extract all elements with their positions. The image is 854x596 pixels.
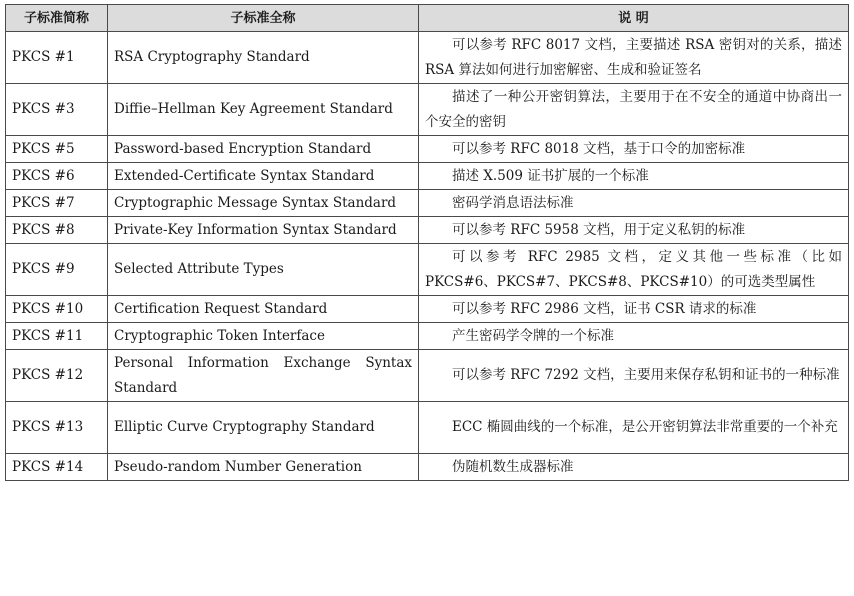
cell-abbreviation: PKCS #11 bbox=[6, 323, 108, 350]
cell-full-name: Extended-Certificate Syntax Standard bbox=[108, 163, 419, 190]
cell-full-name: Diffie–Hellman Key Agreement Standard bbox=[108, 84, 419, 136]
cell-abbreviation: PKCS #1 bbox=[6, 32, 108, 84]
cell-description: 可以参考 RFC 2985 文档，定义其他一些标准（比如 PKCS#6、PKCS#7、PKCS#8、PKCS#10）的可选类型属性 bbox=[419, 244, 849, 296]
table-row bbox=[6, 244, 849, 296]
cell-description: 可以参考 RFC 7292 文档，主要用来保存私钥和证书的一种标准 bbox=[419, 350, 849, 402]
cell-description: 描述 X.509 证书扩展的一个标准 bbox=[419, 163, 849, 190]
cell-full-name: RSA Cryptography Standard bbox=[108, 32, 419, 84]
header-abbreviation: 子标准简称 bbox=[6, 5, 108, 32]
table-row bbox=[6, 163, 849, 190]
cell-abbreviation: PKCS #14 bbox=[6, 454, 108, 481]
cell-description: ECC 椭圆曲线的一个标准，是公开密钥算法非常重要的一个补充 bbox=[419, 402, 849, 454]
cell-description: 产生密码学令牌的一个标准 bbox=[419, 323, 849, 350]
cell-description: 可以参考 RFC 8017 文档，主要描述 RSA 密钥对的关系，描述 RSA 算法如何进行加密解密、生成和验证签名 bbox=[419, 32, 849, 84]
table-row bbox=[6, 323, 849, 350]
cell-abbreviation: PKCS #9 bbox=[6, 244, 108, 296]
table-row bbox=[6, 402, 849, 454]
table-row bbox=[6, 32, 849, 84]
cell-full-name: Certification Request Standard bbox=[108, 296, 419, 323]
cell-full-name: Selected Attribute Types bbox=[108, 244, 419, 296]
cell-full-name: Cryptographic Token Interface bbox=[108, 323, 419, 350]
cell-full-name: Elliptic Curve Cryptography Standard bbox=[108, 402, 419, 454]
table-header-row bbox=[6, 5, 849, 32]
cell-abbreviation: PKCS #12 bbox=[6, 350, 108, 402]
cell-description: 可以参考 RFC 5958 文档，用于定义私钥的标准 bbox=[419, 217, 849, 244]
cell-description: 密码学消息语法标准 bbox=[419, 190, 849, 217]
header-full-name: 子标准全称 bbox=[108, 5, 419, 32]
cell-full-name: Password-based Encryption Standard bbox=[108, 136, 419, 163]
cell-abbreviation: PKCS #10 bbox=[6, 296, 108, 323]
table-row bbox=[6, 454, 849, 481]
header-description: 说 明 bbox=[419, 5, 849, 32]
cell-full-name: Pseudo-random Number Generation bbox=[108, 454, 419, 481]
table-row bbox=[6, 350, 849, 402]
cell-abbreviation: PKCS #3 bbox=[6, 84, 108, 136]
cell-abbreviation: PKCS #7 bbox=[6, 190, 108, 217]
cell-abbreviation: PKCS #13 bbox=[6, 402, 108, 454]
cell-description: 伪随机数生成器标准 bbox=[419, 454, 849, 481]
cell-full-name: Private-Key Information Syntax Standard bbox=[108, 217, 419, 244]
table-row bbox=[6, 190, 849, 217]
cell-full-name: Personal Information Exchange Syntax Standard bbox=[108, 350, 419, 402]
cell-abbreviation: PKCS #6 bbox=[6, 163, 108, 190]
cell-description: 描述了一种公开密钥算法，主要用于在不安全的通道中协商出一个安全的密钥 bbox=[419, 84, 849, 136]
cell-description: 可以参考 RFC 8018 文档，基于口令的加密标准 bbox=[419, 136, 849, 163]
cell-description: 可以参考 RFC 2986 文档，证书 CSR 请求的标准 bbox=[419, 296, 849, 323]
table-row bbox=[6, 84, 849, 136]
table-row bbox=[6, 296, 849, 323]
cell-full-name: Cryptographic Message Syntax Standard bbox=[108, 190, 419, 217]
table-row bbox=[6, 136, 849, 163]
table-row bbox=[6, 217, 849, 244]
cell-abbreviation: PKCS #5 bbox=[6, 136, 108, 163]
pkcs-standards-table bbox=[5, 4, 849, 481]
cell-abbreviation: PKCS #8 bbox=[6, 217, 108, 244]
